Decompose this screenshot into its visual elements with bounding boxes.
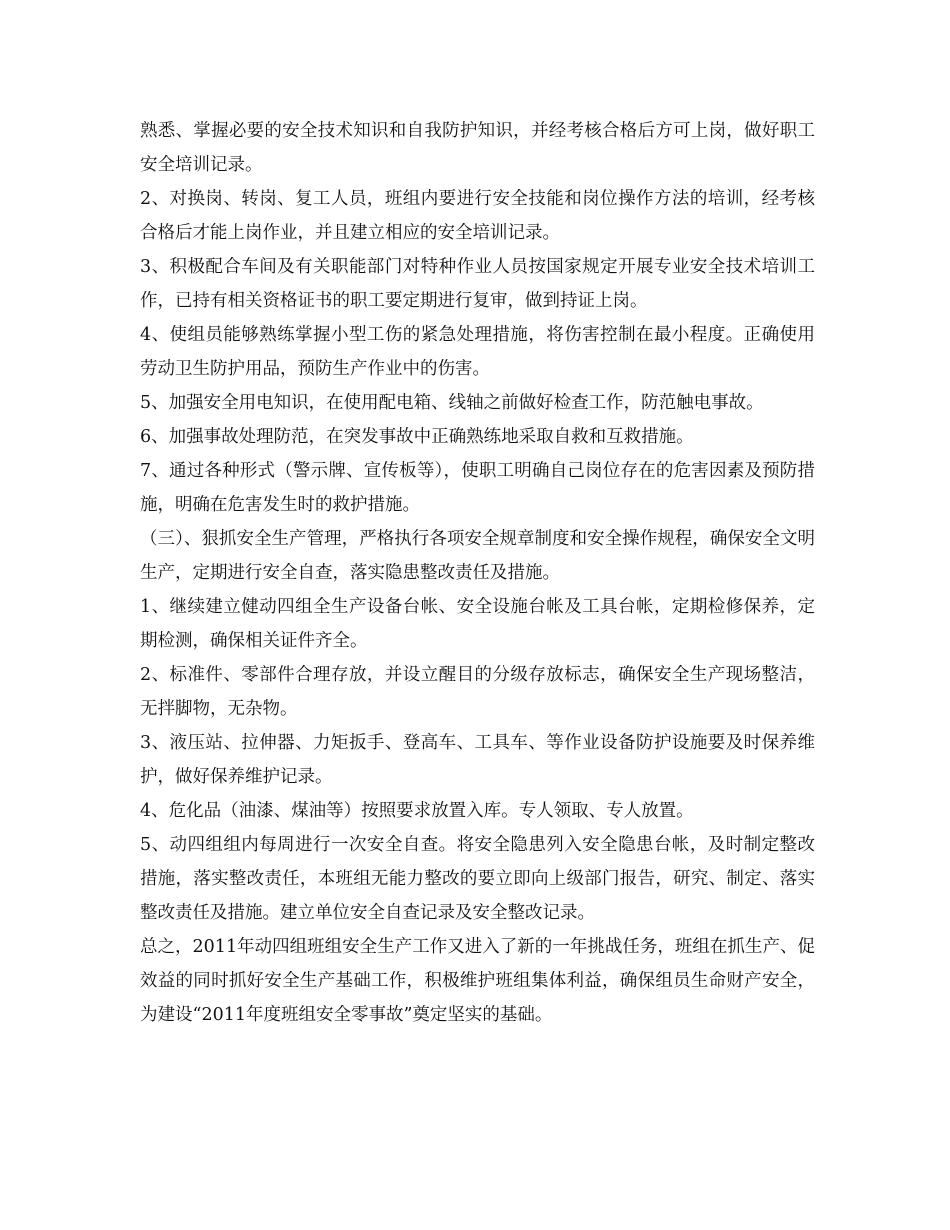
paragraph-item-4-injury-handling: 4、使组员能够熟练掌握小型工伤的紧急处理措施，将伤害控制在最小程度。正确使用劳动卫生防护用品，预防生产作业中的伤害。 (140, 325, 815, 379)
paragraph-item-3-equipment-maintenance: 3、液压站、拉伸器、力矩扳手、登高车、工具车、等作业设备防护设施要及时保养维护，做好保养维护记录。 (140, 733, 815, 787)
paragraph-training-records: 熟悉、掌握必要的安全技术知识和自我防护知识，并经考核合格后方可上岗，做好职工安全培训记录。 (140, 121, 815, 175)
paragraph-item-5-electrical-safety: 5、加强安全用电知识，在使用配电箱、线轴之前做好检查工作，防范触电事故。 (140, 393, 764, 413)
paragraph-item-2-parts-storage: 2、标准件、零部件合理存放，并设立醒目的分级存放标志，确保安全生产现场整洁，无拌脚物，无杂物。 (140, 665, 815, 719)
paragraph-item-5-weekly-self-inspection: 5、动四组组内每周进行一次安全自查。将安全隐患列入安全隐患台帐，及时制定整改措施，落实整改责任，本班组无能力整改的要立即向上级部门报告，研究、制定、落实整改责任及措施。建立单位安全自查记录及安全整改记录。 (140, 835, 815, 923)
paragraph-item-6-accident-response: 6、加强事故处理防范，在突发事故中正确熟练地采取自救和互救措施。 (140, 427, 694, 447)
paragraph-item-1-equipment-ledger: 1、继续建立健动四组全生产设备台帐、安全设施台帐及工具台帐，定期检修保养，定期检测，确保相关证件齐全。 (140, 597, 815, 651)
document-page (140, 114, 815, 1032)
paragraph-item-3-special-operations: 3、积极配合车间及有关职能部门对特种作业人员按国家规定开展专业安全技术培训工作，已持有相关资格证书的职工要定期进行复审，做到持证上岗。 (140, 257, 815, 311)
paragraph-item-2-job-change-training: 2、对换岗、转岗、复工人员，班组内要进行安全技能和岗位操作方法的培训，经考核合格后才能上岗作业，并且建立相应的安全培训记录。 (140, 189, 815, 243)
paragraph-item-7-hazard-awareness: 7、通过各种形式（警示牌、宣传板等），使职工明确自己岗位存在的危害因素及预防措施，明确在危害发生时的救护措施。 (140, 461, 815, 515)
section-heading-3-production-management: （三）、狠抓安全生产管理，严格执行各项安全规章制度和安全操作规程，确保安全文明生产，定期进行安全自查，落实隐患整改责任及措施。 (140, 529, 815, 583)
paragraph-conclusion: 总之，2011年动四组班组安全生产工作又进入了新的一年挑战任务，班组在抓生产、促效益的同时抓好安全生产基础工作，积极维护班组集体利益，确保组员生命财产安全，为建设“2011年度班组安全零事故”奠定坚实的基础。 (140, 937, 815, 1025)
paragraph-item-4-hazardous-chemicals: 4、危化品（油漆、煤油等）按照要求放置入库。专人领取、专人放置。 (140, 801, 694, 821)
